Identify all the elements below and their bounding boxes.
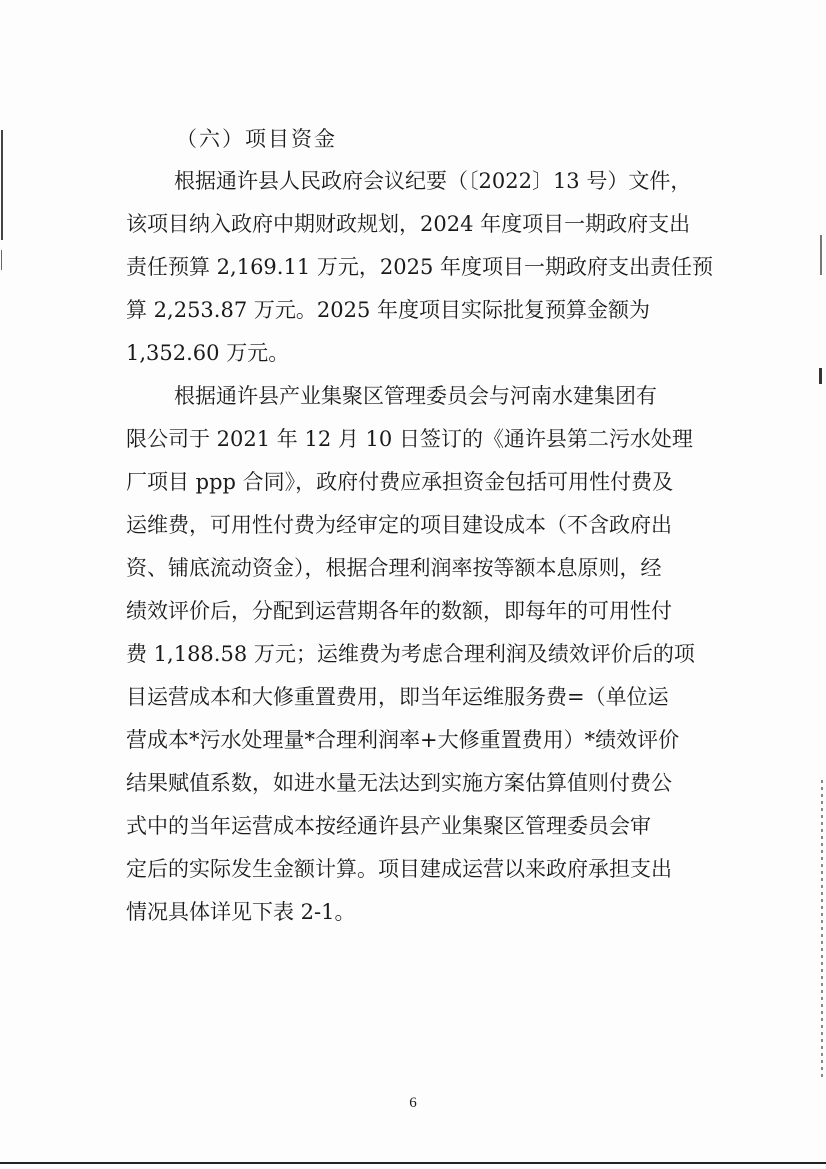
section-heading: （六）项目资金 — [176, 127, 337, 151]
scan-edge-mark — [821, 780, 823, 1080]
paragraph-2-line: 结果赋值系数，如进水量无法达到实施方案估算值则付费公 — [126, 771, 672, 795]
paragraph-1-line: 算 2,253.87 万元。2025 年度项目实际批复预算金额为 — [126, 298, 650, 322]
paragraph-1-line: 该项目纳入政府中期财政规划，2024 年度项目一期政府支出 — [126, 212, 691, 236]
page-number: 6 — [409, 1095, 417, 1111]
paragraph-2-line: 情况具体详见下表 2-1。 — [126, 900, 356, 924]
paragraph-2-line: 定后的实际发生金额计算。项目建成运营以来政府承担支出 — [126, 857, 672, 881]
paragraph-2-line: 运维费，可用性付费为经审定的项目建设成本（不含政府出 — [126, 513, 672, 537]
scan-edge-mark — [819, 368, 822, 384]
scan-edge-mark — [1, 250, 2, 270]
paragraph-2-line: 绩效评价后，分配到运营期各年的数额，即每年的可用性付 — [126, 599, 672, 623]
paragraph-1-line: 1,352.60 万元。 — [126, 341, 290, 365]
paragraph-2-line: 式中的当年运营成本按经通许县产业集聚区管理委员会审 — [126, 814, 651, 838]
scan-edge-mark — [820, 235, 822, 275]
paragraph-2-line: 资、铺底流动资金），根据合理利润率按等额本息原则，经 — [126, 556, 662, 580]
scan-bottom-edge — [0, 1162, 826, 1164]
paragraph-2-line: 营成本*污水处理量*合理利润率+大修重置费用）*绩效评价 — [126, 728, 680, 752]
paragraph-2-line: 费 1,188.58 万元；运维费为考虑合理利润及绩效评价后的项 — [126, 642, 695, 666]
paragraph-2-line: 目运营成本和大修重置费用，即当年运维服务费=（单位运 — [126, 685, 669, 709]
paragraph-2-line: 限公司于 2021 年 12 月 10 日签订的《通许县第二污水处理 — [126, 427, 693, 451]
paragraph-2-line: 厂项目 ppp 合同》，政府付费应承担资金包括可用性付费及 — [126, 470, 674, 494]
paragraph-2-line: 根据通许县产业集聚区管理委员会与河南水建集团有 — [174, 384, 657, 408]
paragraph-1-line: 根据通许县人民政府会议纪要（〔2022〕13 号）文件， — [174, 169, 692, 193]
scan-edge-mark — [1, 130, 3, 240]
paragraph-1-line: 责任预算 2,169.11 万元，2025 年度项目一期政府支出责任预 — [126, 255, 713, 279]
